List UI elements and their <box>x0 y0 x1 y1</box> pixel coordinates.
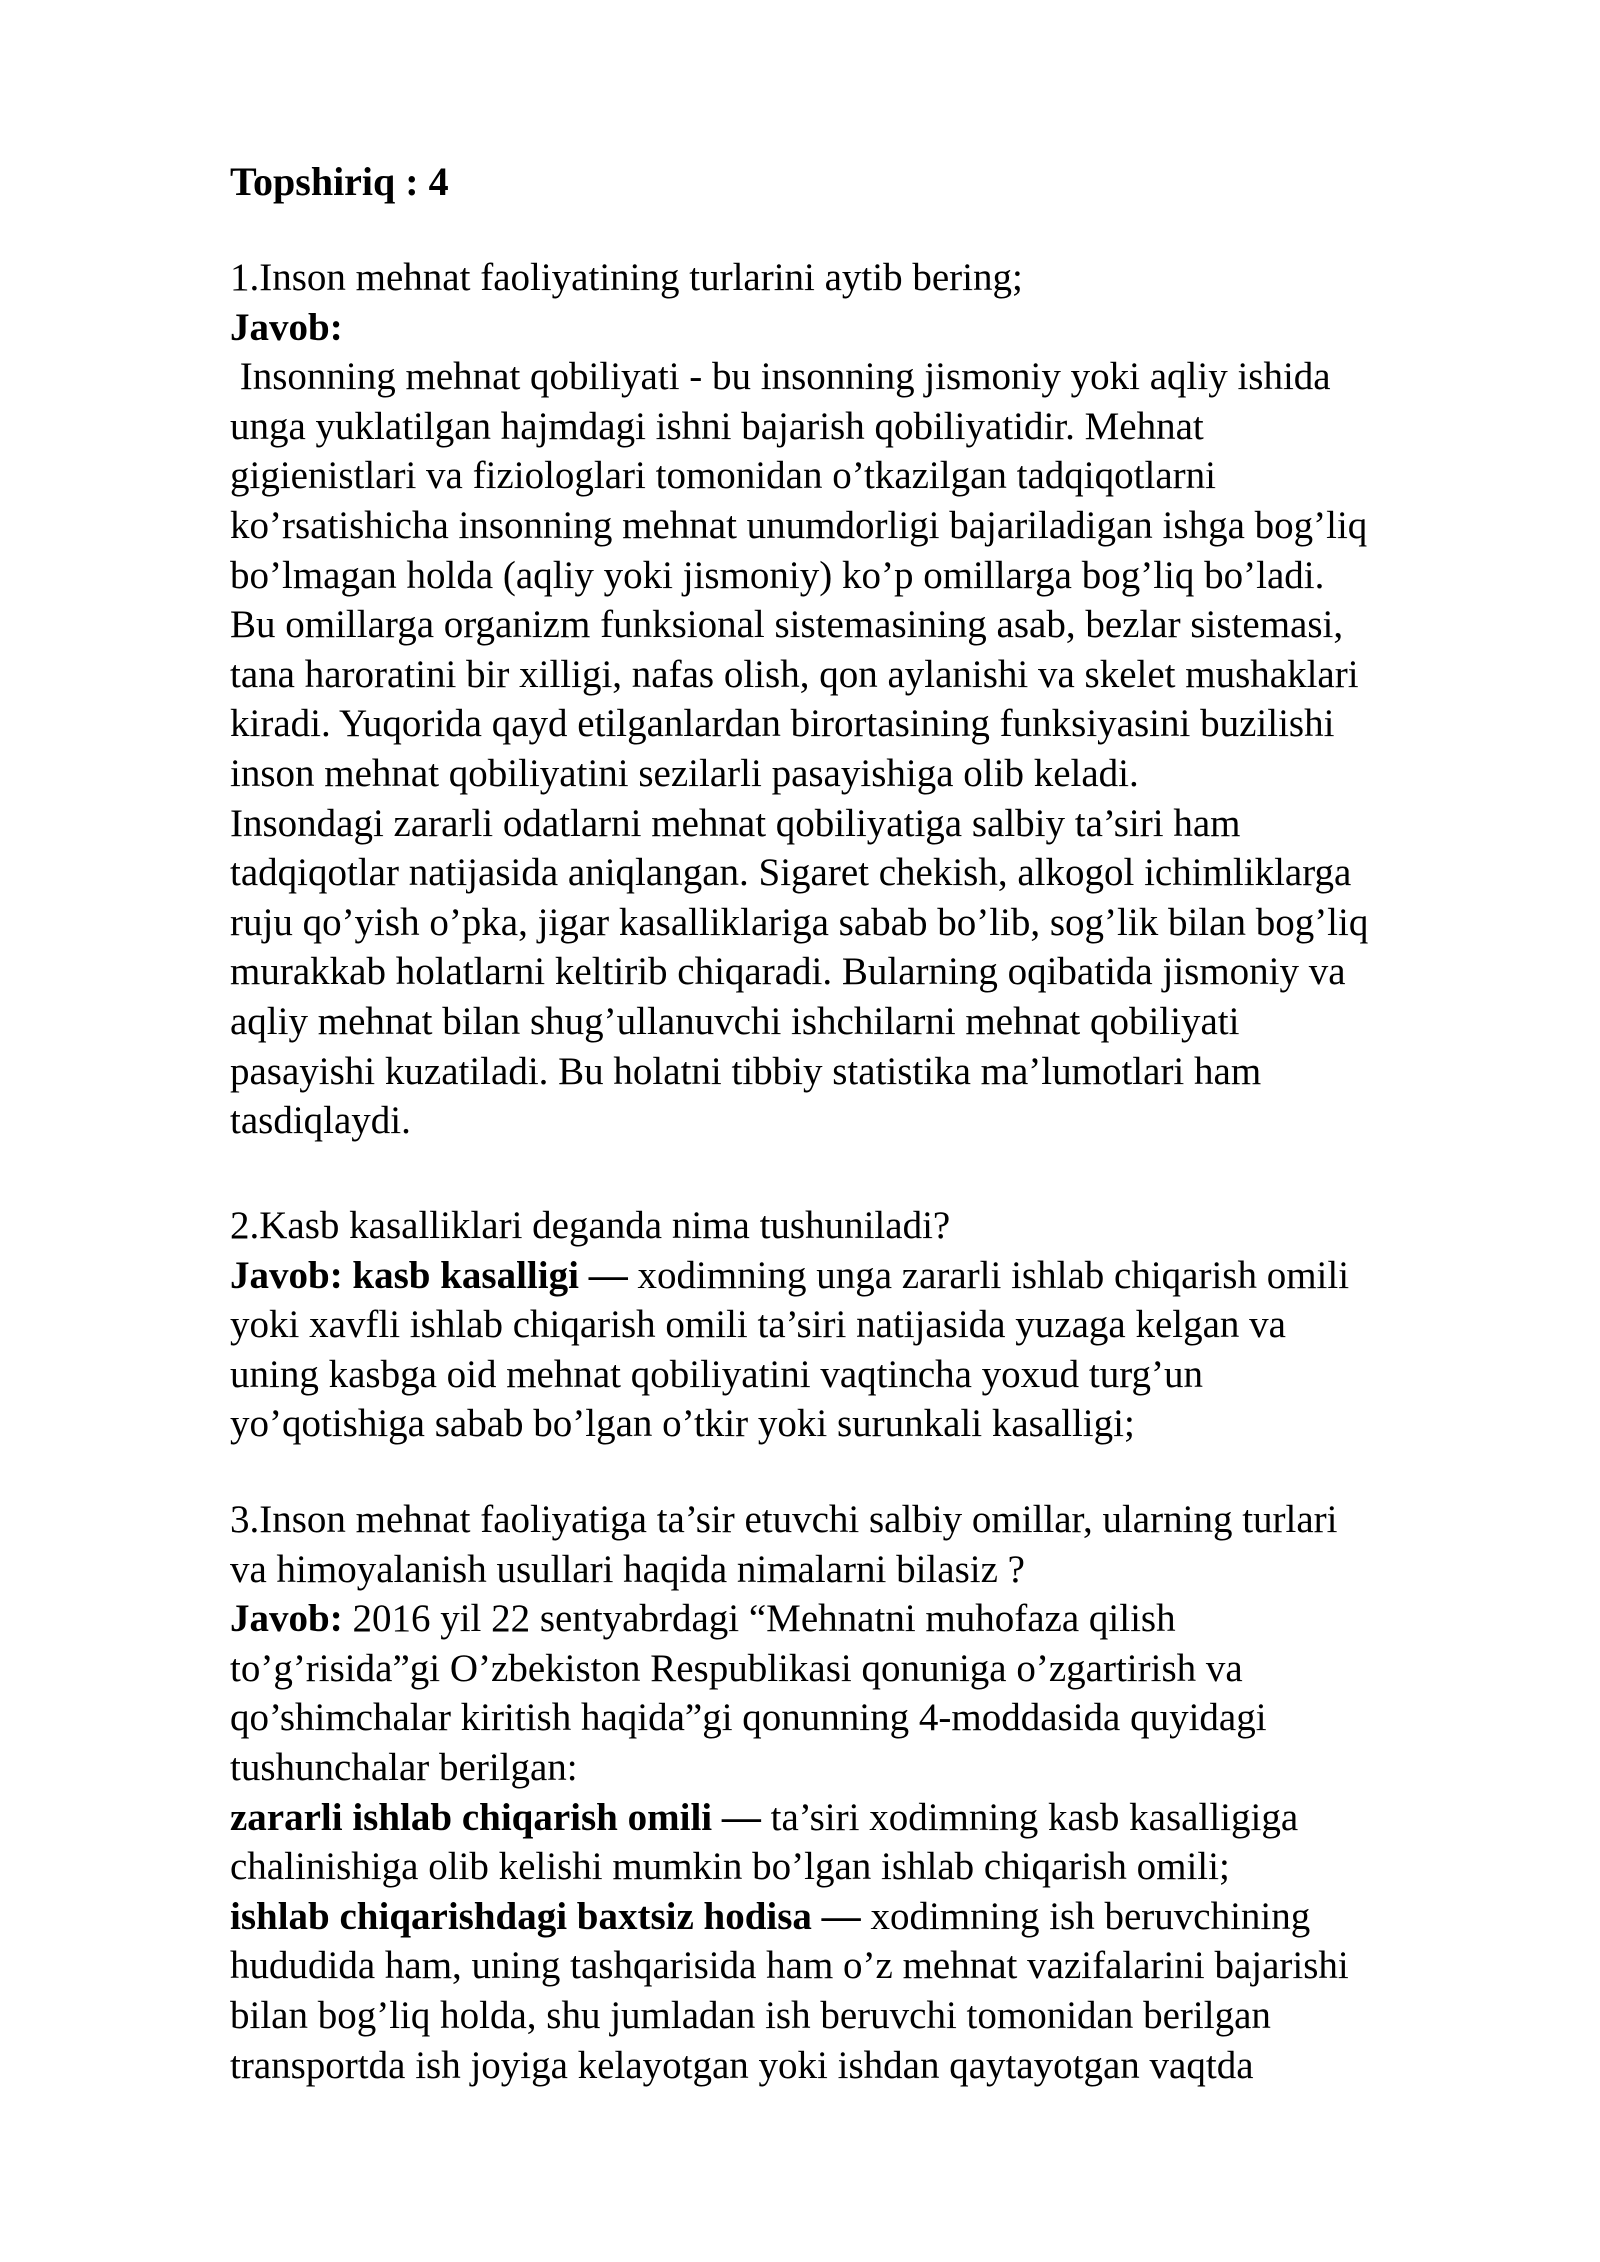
term-1-definition: ta’siri xodimning kasb kasalligiga <box>760 1795 1299 1839</box>
answer-3-line: tushunchalar berilgan: <box>230 1745 578 1789</box>
answer-1-line: aqliy mehnat bilan shug’ullanuvchi ishchilarni mehnat qobiliyati <box>230 999 1240 1043</box>
answer-1-line: tana haroratini bir xilligi, nafas olish, qon aylanishi va skelet mushaklari <box>230 652 1359 696</box>
answer-1-line: Insondagi zararli odatlarni mehnat qobiliyatiga salbiy ta’siri ham <box>230 801 1241 845</box>
term-1-name: zararli ishlab chiqarish omili — <box>230 1795 761 1839</box>
answer-3-line: qo’shimchalar kiritish haqida”gi qonunning 4-moddasida quyidagi <box>230 1696 1267 1740</box>
term-2-first-line <box>230 1892 1540 1942</box>
question-2-section <box>230 1201 1540 1449</box>
question-3-text: va himoyalanish usullari haqida nimalarni bilasiz ? <box>230 1547 1025 1591</box>
term-1-first-line <box>230 1793 1540 1843</box>
answer-2-first-line <box>230 1251 1540 1301</box>
answer-1-line: ruju qo’yish o’pka, jigar kasalliklariga sabab bo’lib, sog’lik bilan bog’liq <box>230 900 1369 944</box>
question-1-section <box>230 253 1540 1146</box>
answer-1-line: murakkab holatlarni keltirib chiqaradi. Bularning oqibatida jismoniy va <box>230 950 1346 994</box>
answer-3-line: to’g’risida”gi O’zbekiston Respublikasi qonuniga o’zgartirish va <box>230 1646 1243 1690</box>
answer-1-line: tadqiqotlar natijasida aniqlangan. Sigaret chekish, alkogol ichimliklarga <box>230 851 1352 895</box>
question-1-text: 1.Inson mehnat faoliyatining turlarini aytib bering; <box>230 256 1023 299</box>
answer-2-definition: xodimning unga zararli ishlab chiqarish omili <box>627 1253 1350 1297</box>
page-title: Topshiriq : 4 <box>230 159 449 204</box>
term-2-line: bilan bog’liq holda, shu jumladan ish beruvchi tomonidan berilgan <box>230 1993 1271 2037</box>
answer-1-line: Bu omillarga organizm funksional sistemasining asab, bezlar sistemasi, <box>230 603 1344 647</box>
answer-1-label: Javob: <box>230 305 343 349</box>
question-3-text: 3.Inson mehnat faoliyatiga ta’sir etuvchi salbiy omillar, ularning turlari <box>230 1498 1338 1541</box>
term-1-line: chalinishiga olib kelishi mumkin bo’lgan ishlab chiqarish omili; <box>230 1845 1230 1889</box>
answer-2-line: yoki xavfli ishlab chiqarish omili ta’siri natijasida yuzaga kelgan va <box>230 1303 1286 1347</box>
question-2-text: 2.Kasb kasalliklari deganda nima tushuniladi? <box>230 1204 951 1247</box>
answer-3-text: 2016 yil 22 sentyabrdagi “Mehnatni muhofaza qilish <box>342 1597 1176 1641</box>
answer-3-first-line <box>230 1594 1540 1644</box>
term-2-name: ishlab chiqarishdagi baxtsiz hodisa — <box>230 1894 861 1938</box>
answer-1-line: bo’lmagan holda (aqliy yoki jismoniy) ko’p omillarga bog’liq bo’ladi. <box>230 553 1325 597</box>
answer-1-line: ko’rsatishicha insonning mehnat unumdorligi bajariladigan ishga bog’liq <box>230 503 1368 547</box>
question-3-section <box>230 1495 1540 2090</box>
answer-1-line: tasdiqlaydi. <box>230 1099 411 1143</box>
term-2-line: transportda ish joyiga kelayotgan yoki ishdan qaytayotgan vaqtda <box>230 2043 1254 2087</box>
answer-1-line: gigienistlari va fiziologlari tomonidan o’tkazilgan tadqiqotlarni <box>230 454 1216 498</box>
answer-3-label: Javob: <box>230 1597 343 1641</box>
answer-2-term: Javob: kasb kasalligi — <box>230 1253 628 1297</box>
answer-2-line: uning kasbga oid mehnat qobiliyatini vaqtincha yoxud turg’un <box>230 1352 1204 1396</box>
answer-1-line: pasayishi kuzatiladi. Bu holatni tibbiy statistika ma’lumotlari ham <box>230 1049 1262 1093</box>
answer-1-line: inson mehnat qobiliyatini sezilarli pasayishiga olib keladi. <box>230 751 1139 795</box>
answer-2-line: yo’qotishiga sabab bo’lgan o’tkir yoki surunkali kasalligi; <box>230 1402 1135 1446</box>
term-2-definition: xodimning ish beruvchining <box>860 1894 1311 1938</box>
term-2-line: hududida ham, uning tashqarisida ham o’z mehnat vazifalarini bajarishi <box>230 1944 1349 1988</box>
answer-1-line: kiradi. Yuqorida qayd etilganlardan birortasining funksiyasini buzilishi <box>230 702 1335 746</box>
answer-1-line: Insonning mehnat qobiliyati - bu insonning jismoniy yoki aqliy ishida <box>230 355 1331 399</box>
answer-1-line: unga yuklatilgan hajmdagi ishni bajarish qobiliyatidir. Mehnat <box>230 404 1204 448</box>
